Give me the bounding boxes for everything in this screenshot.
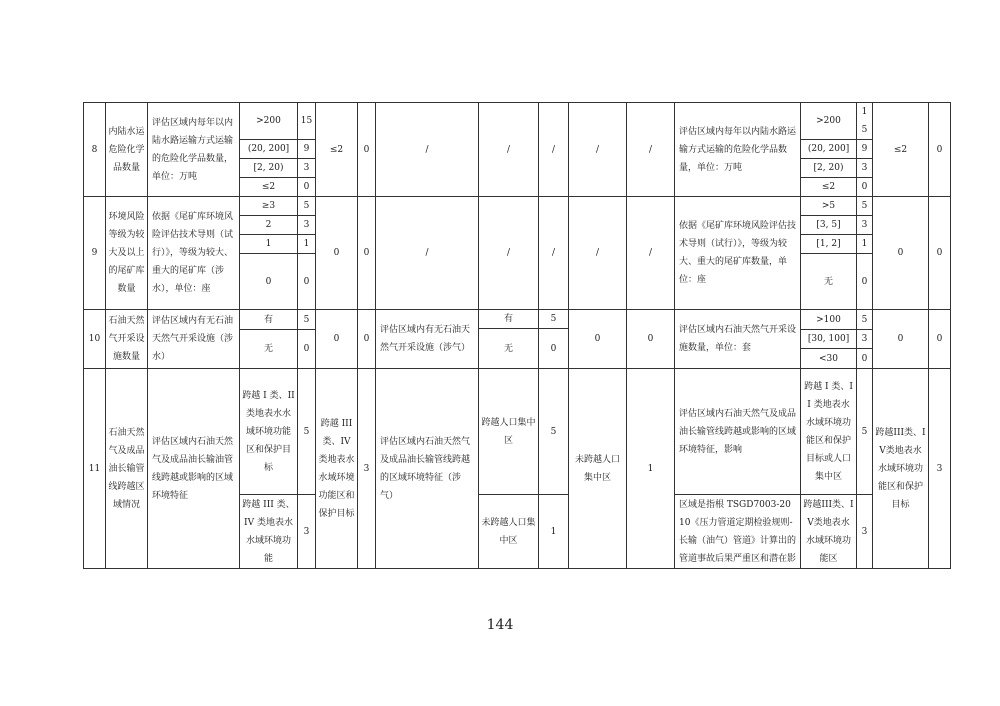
grade-condition-2: [3, 5]	[801, 216, 857, 235]
current-score: 0	[358, 103, 376, 197]
slash-cell: /	[479, 197, 539, 310]
table-row	[84, 197, 951, 216]
grade-score: 0	[298, 178, 316, 197]
grade-score: 1	[298, 235, 316, 254]
grade-score: 0	[298, 254, 316, 310]
slash-cell: /	[539, 103, 569, 197]
current-value: ≤2	[316, 103, 358, 197]
slash-cell: /	[627, 197, 675, 310]
indicator-description-2: 区域是指根 TSGD7003-2010《压力管道定期检验规则-长输（油气）管道》计算出的管道事故后果严重区和潜在影	[675, 495, 801, 569]
grade-score: 3	[298, 495, 316, 569]
grade-condition-mid: 有	[479, 310, 539, 329]
row-index: 11	[84, 369, 106, 569]
grade-condition: 2	[240, 216, 298, 235]
grade-condition: ≥3	[240, 197, 298, 216]
slash-cell: /	[376, 103, 479, 197]
row-index: 10	[84, 310, 106, 369]
grade-score-2: 5	[857, 310, 873, 330]
current-value-mid: 0	[569, 310, 627, 369]
current-score: 0	[358, 310, 376, 369]
grade-score-mid: 0	[539, 329, 569, 369]
grade-condition: 跨越 I 类、II 类地表水水域环境功能区和保护目标	[240, 369, 298, 495]
grade-score: 3	[298, 159, 316, 178]
grade-condition-2: 跨越 I 类、II 类地表水水域环境功能区和保护目标或人口集中区	[801, 369, 857, 495]
grade-condition-2: ≤2	[801, 178, 857, 197]
slash-cell: /	[569, 197, 627, 310]
grade-score-2: 3	[857, 495, 873, 569]
current-score-mid: 1	[627, 369, 675, 569]
current-value: 0	[316, 197, 358, 310]
current-value-mid: 未跨越人口集中区	[569, 369, 627, 569]
grade-score-2: 0	[857, 254, 873, 310]
grade-score: 0	[298, 330, 316, 369]
slash-cell: /	[627, 103, 675, 197]
grade-score-2: 5	[857, 197, 873, 216]
grade-score-2: 1	[857, 235, 873, 254]
indicator-name: 石油天然气开采设施数量	[106, 310, 148, 369]
indicator-name: 石油天然气及成品油长输管线跨越区域情况	[106, 369, 148, 569]
current-value-2: 跨越III类、IV类地表水水域环境功能区和保护目标	[873, 369, 929, 569]
indicator-description-mid: 评估区域内有无石油天然气开采设施（涉气）	[376, 310, 479, 369]
grade-score-2: 3	[857, 159, 873, 178]
grade-condition-2: 无	[801, 254, 857, 310]
slash-cell: /	[569, 103, 627, 197]
row-index: 8	[84, 103, 106, 197]
grade-condition-2: >200	[801, 103, 857, 140]
current-score-2: 3	[929, 369, 951, 569]
grade-score-2: 3	[857, 216, 873, 235]
grade-condition-mid: 跨越人口集中区	[479, 369, 539, 495]
grade-condition: 无	[240, 330, 298, 369]
grade-score: 15	[298, 103, 316, 140]
grade-condition-mid: 无	[479, 329, 539, 369]
slash-cell: /	[479, 103, 539, 197]
grade-score-2: 9	[857, 140, 873, 159]
table-row	[84, 310, 951, 329]
indicator-description-mid: 评估区域内石油天然气及成品油长输管线跨越的区域环境特征（涉气）	[376, 369, 479, 569]
current-value-2: 0	[873, 310, 929, 369]
grade-condition-2: [1, 2]	[801, 235, 857, 254]
grade-score: 5	[298, 197, 316, 216]
grade-score-2: 0	[857, 349, 873, 369]
grade-condition-2: >100	[801, 310, 857, 330]
grade-condition-2: (20, 200]	[801, 140, 857, 159]
grade-condition-2: [2, 20)	[801, 159, 857, 178]
grade-condition-2: <30	[801, 349, 857, 369]
current-score-2: 0	[929, 103, 951, 197]
current-score-2: 0	[929, 310, 951, 369]
grade-score-2: 15	[857, 103, 873, 140]
grade-condition: >200	[240, 103, 298, 140]
grade-score-2: 5	[857, 369, 873, 495]
current-value-2: ≤2	[873, 103, 929, 197]
indicator-description: 评估区域内有无石油天然气开采设施（涉水）	[148, 310, 240, 369]
row-index: 9	[84, 197, 106, 310]
indicator-description: 评估区域内石油天然气及成品油长输油管线跨越或影响的区域环境特征	[148, 369, 240, 569]
table-row	[84, 369, 951, 495]
grade-condition-2: 跨越III类、IV类地表水水域环境功能区	[801, 495, 857, 569]
grade-condition-2: [30, 100]	[801, 330, 857, 349]
current-score-mid: 0	[627, 310, 675, 369]
indicator-name: 环境风险等级为较大及以上的尾矿库数量	[106, 197, 148, 310]
indicator-description-2: 评估区域内石油天然气开采设施数量，单位：套	[675, 310, 801, 369]
page-number: 144	[486, 617, 514, 633]
grade-condition-2: >5	[801, 197, 857, 216]
current-value: 0	[316, 310, 358, 369]
indicator-name: 内陆水运危险化学品数量	[106, 103, 148, 197]
current-value: 跨越 III 类、IV 类地表水水域环境功能区和保护目标	[316, 369, 358, 569]
indicator-description-2: 评估区域内石油天然气及成品油长输管线跨越或影响的区域环境特征，影响	[675, 369, 801, 495]
grade-condition: 跨越 III 类、IV 类地表水水域环境功能	[240, 495, 298, 569]
grade-score-mid: 5	[539, 369, 569, 495]
grade-condition: ≤2	[240, 178, 298, 197]
indicator-description: 依据《尾矿库环境风险评估技术导则（试行）》，等级为较大、重大的尾矿库（涉水），单位：座	[148, 197, 240, 310]
grade-score: 5	[298, 310, 316, 330]
grade-score-mid: 5	[539, 310, 569, 329]
grade-score: 5	[298, 369, 316, 495]
grade-condition: 0	[240, 254, 298, 310]
grade-score: 9	[298, 140, 316, 159]
grade-condition: (20, 200]	[240, 140, 298, 159]
indicator-description: 评估区域内每年以内陆水路运输方式运输的危险化学品数量，单位：万吨	[148, 103, 240, 197]
evaluation-table	[83, 102, 951, 569]
grade-condition: 1	[240, 235, 298, 254]
current-score: 0	[358, 197, 376, 310]
grade-score-2: 0	[857, 178, 873, 197]
grade-score-mid: 1	[539, 495, 569, 569]
table-row	[84, 103, 951, 140]
grade-score: 3	[298, 216, 316, 235]
slash-cell: /	[376, 197, 479, 310]
grade-score-2: 3	[857, 330, 873, 349]
grade-condition: 有	[240, 310, 298, 330]
grade-condition-mid: 未跨越人口集中区	[479, 495, 539, 569]
current-score: 3	[358, 369, 376, 569]
grade-condition: [2, 20)	[240, 159, 298, 178]
indicator-description-2: 依据《尾矿库环境风险评估技术导则（试行）》，等级为较大、重大的尾矿库数量，单位：座	[675, 197, 801, 310]
slash-cell: /	[539, 197, 569, 310]
current-score-2: 0	[929, 197, 951, 310]
indicator-description-2: 评估区域内每年以内陆水路运输方式运输的危险化学品数量，单位：万吨	[675, 103, 801, 197]
current-value-2: 0	[873, 197, 929, 310]
